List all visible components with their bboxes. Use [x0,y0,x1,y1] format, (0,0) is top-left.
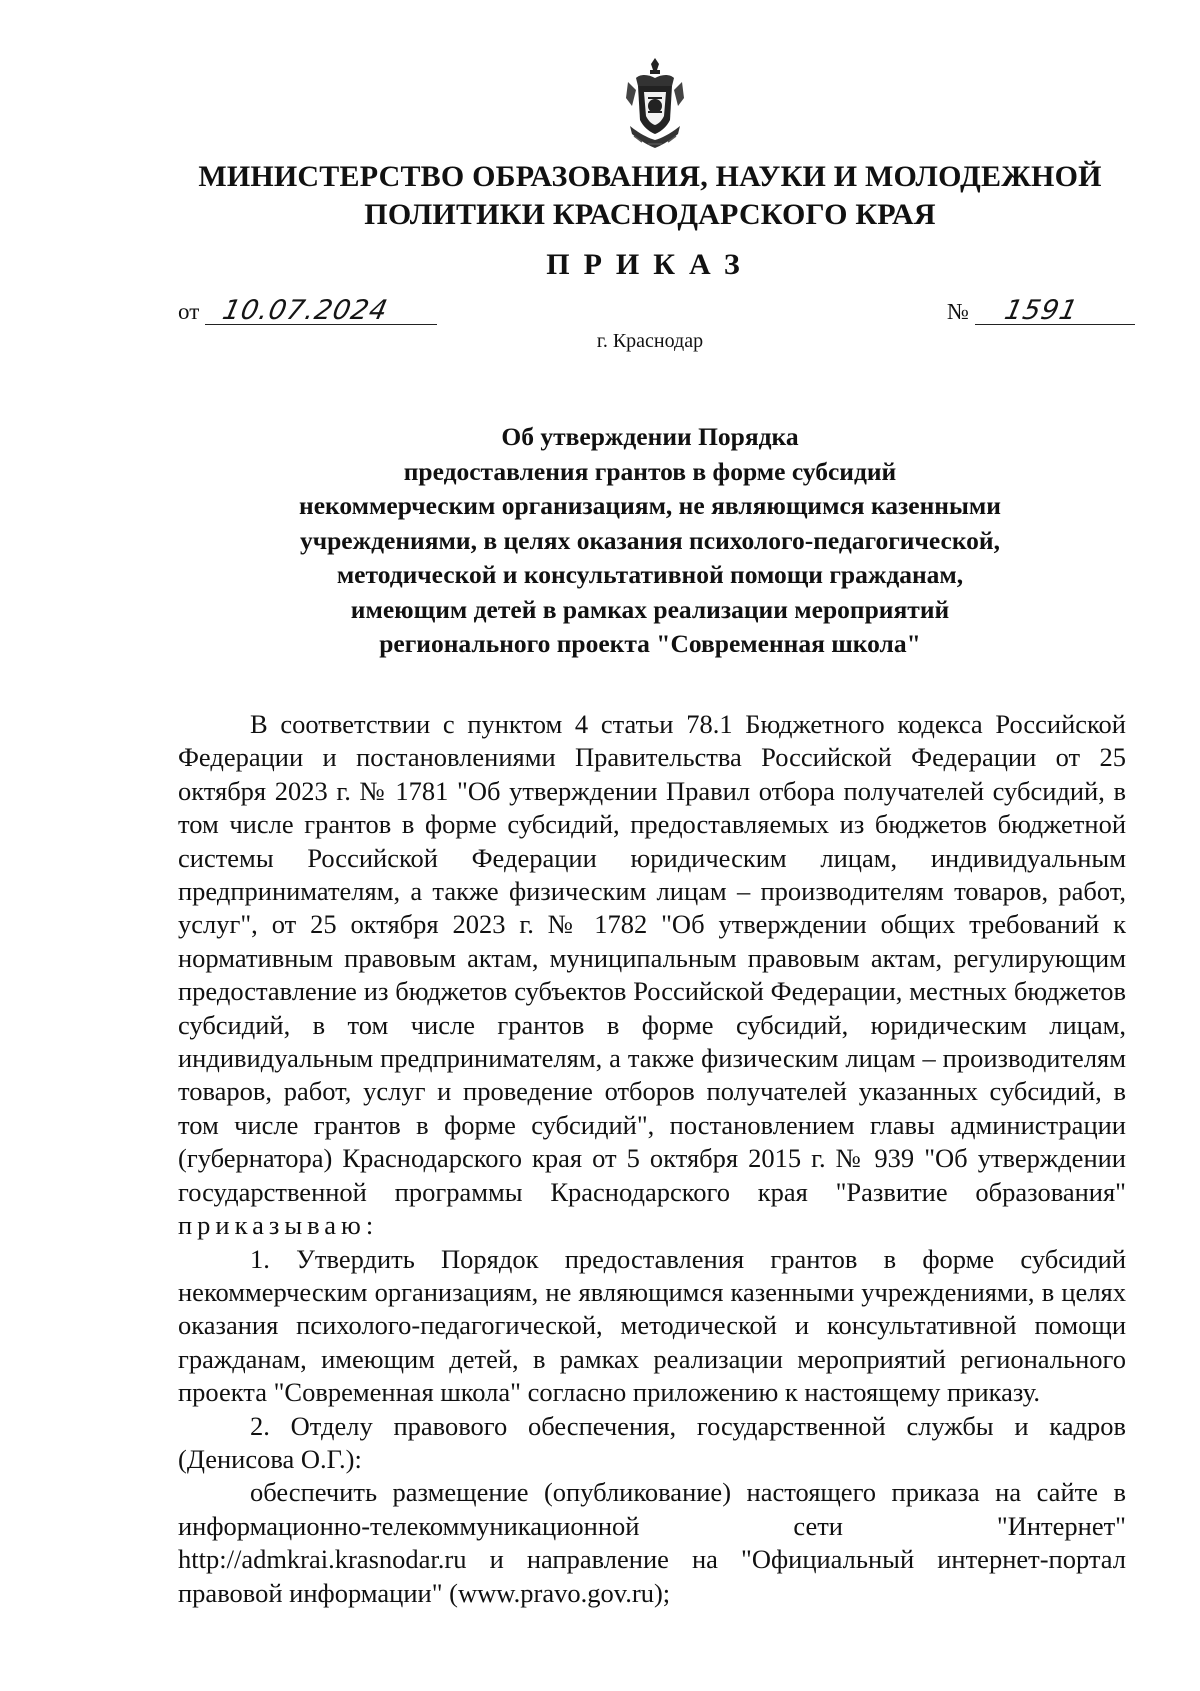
clause-2-paragraph: 2. Отделу правового обеспечения, государственной службы и кадров (Денисова О.Г.): [178,1410,1126,1474]
title-line: имеющим детей в рамках реализации мероприятий [350,594,950,624]
clause-1-paragraph: 1. Утвердить Порядок предоставления грантов в форме субсидий некоммерческим организациям, не являющимся казенными учреждениями, в целях оказания психолого-педагогической, методической и консультативной помощи гражданам, имеющим детей, в рамках реализации мероприятий регионального проекта "Современная школа" согласно приложению к настоящему приказу. [178,1243,1126,1408]
ministry-name [150,158,1150,234]
title-line: методической и консультативной помощи гражданам, [336,560,964,589]
title-line: предоставления грантов в форме субсидий [403,456,897,486]
ministry-name-line1: МИНИСТЕРСТВО ОБРАЗОВАНИЯ, НАУКИ И МОЛОДЕЖНОЙ [198,160,1102,193]
city-name: г. Краснодар [596,330,704,352]
order-date-field [178,294,437,325]
number-prefix: № [947,299,969,324]
preamble-paragraph [178,708,1126,1243]
clause-2-publication-paragraph: обеспечить размещение (опубликование) настоящего приказа на сайте в информационно-телекоммуникационной сети "Интернет" http://admkrai.krasnodar.ru и направление на "Официальный интернет-портал правовой информации" (www.pravo.gov.ru); [178,1477,1126,1608]
preamble-text: В соответствии с пунктом 4 статьи 78.1 Бюджетного кодекса Российской Федерации и постановлениями Правительства Российской Федерации от 25 октября 2023 г. № 1781 "Об утверждении Правил отбора получателей субсидий, в том числе грантов в форме субсидий, предоставляемых из бюджетов бюджетной системы Российской Федерации юридическим лицам, индивидуальным предпринимателям, а также физическим лицам – производителям товаров, работ, услуг", от 25 октября 2023 г. № 1782 "Об утверждении общих требований к нормативным правовым актам, муниципальным правовым актам, регулирующим предоставление из бюджетов субъектов Российской Федерации, местных бюджетов субсидий, в том числе грантов в форме субсидий, юридическим лицам, индивидуальным предпринимателям, а также физическим лицам – производителям товаров, работ, услуг и проведение отборов получателей указанных субсидий, в том числе грантов в форме субсидий", постановлением главы администрации (губернатора) Краснодарского края от 5 октября 2015 г. № 939 "Об утверждении государственной программы Краснодарского края "Развитие образования" [178,709,1126,1207]
ministry-name-line2: ПОЛИТИКИ КРАСНОДАРСКОГО КРАЯ [364,198,936,231]
document-type-title: ПРИКАЗ [546,248,754,281]
order-body [178,708,1126,1610]
title-line: Об утверждении Порядка [501,422,799,451]
title-line: некоммерческим организациям, не являющимся казенными [299,491,1001,520]
title-line: учреждениями, в целях оказания психолого-педагогической, [299,525,1000,555]
coat-of-arms-emblem [622,56,688,152]
order-title [150,420,1150,662]
number-blank [975,294,1135,325]
date-prefix: от [178,299,200,324]
order-number-field [947,294,1135,325]
handwritten-number: 1591 [1001,295,1081,326]
order-command: приказываю: [178,1210,379,1241]
title-line: регионального проекта "Современная школа" [379,629,921,658]
handwritten-date: 10.07.2024 [219,295,392,326]
date-blank [205,294,437,325]
